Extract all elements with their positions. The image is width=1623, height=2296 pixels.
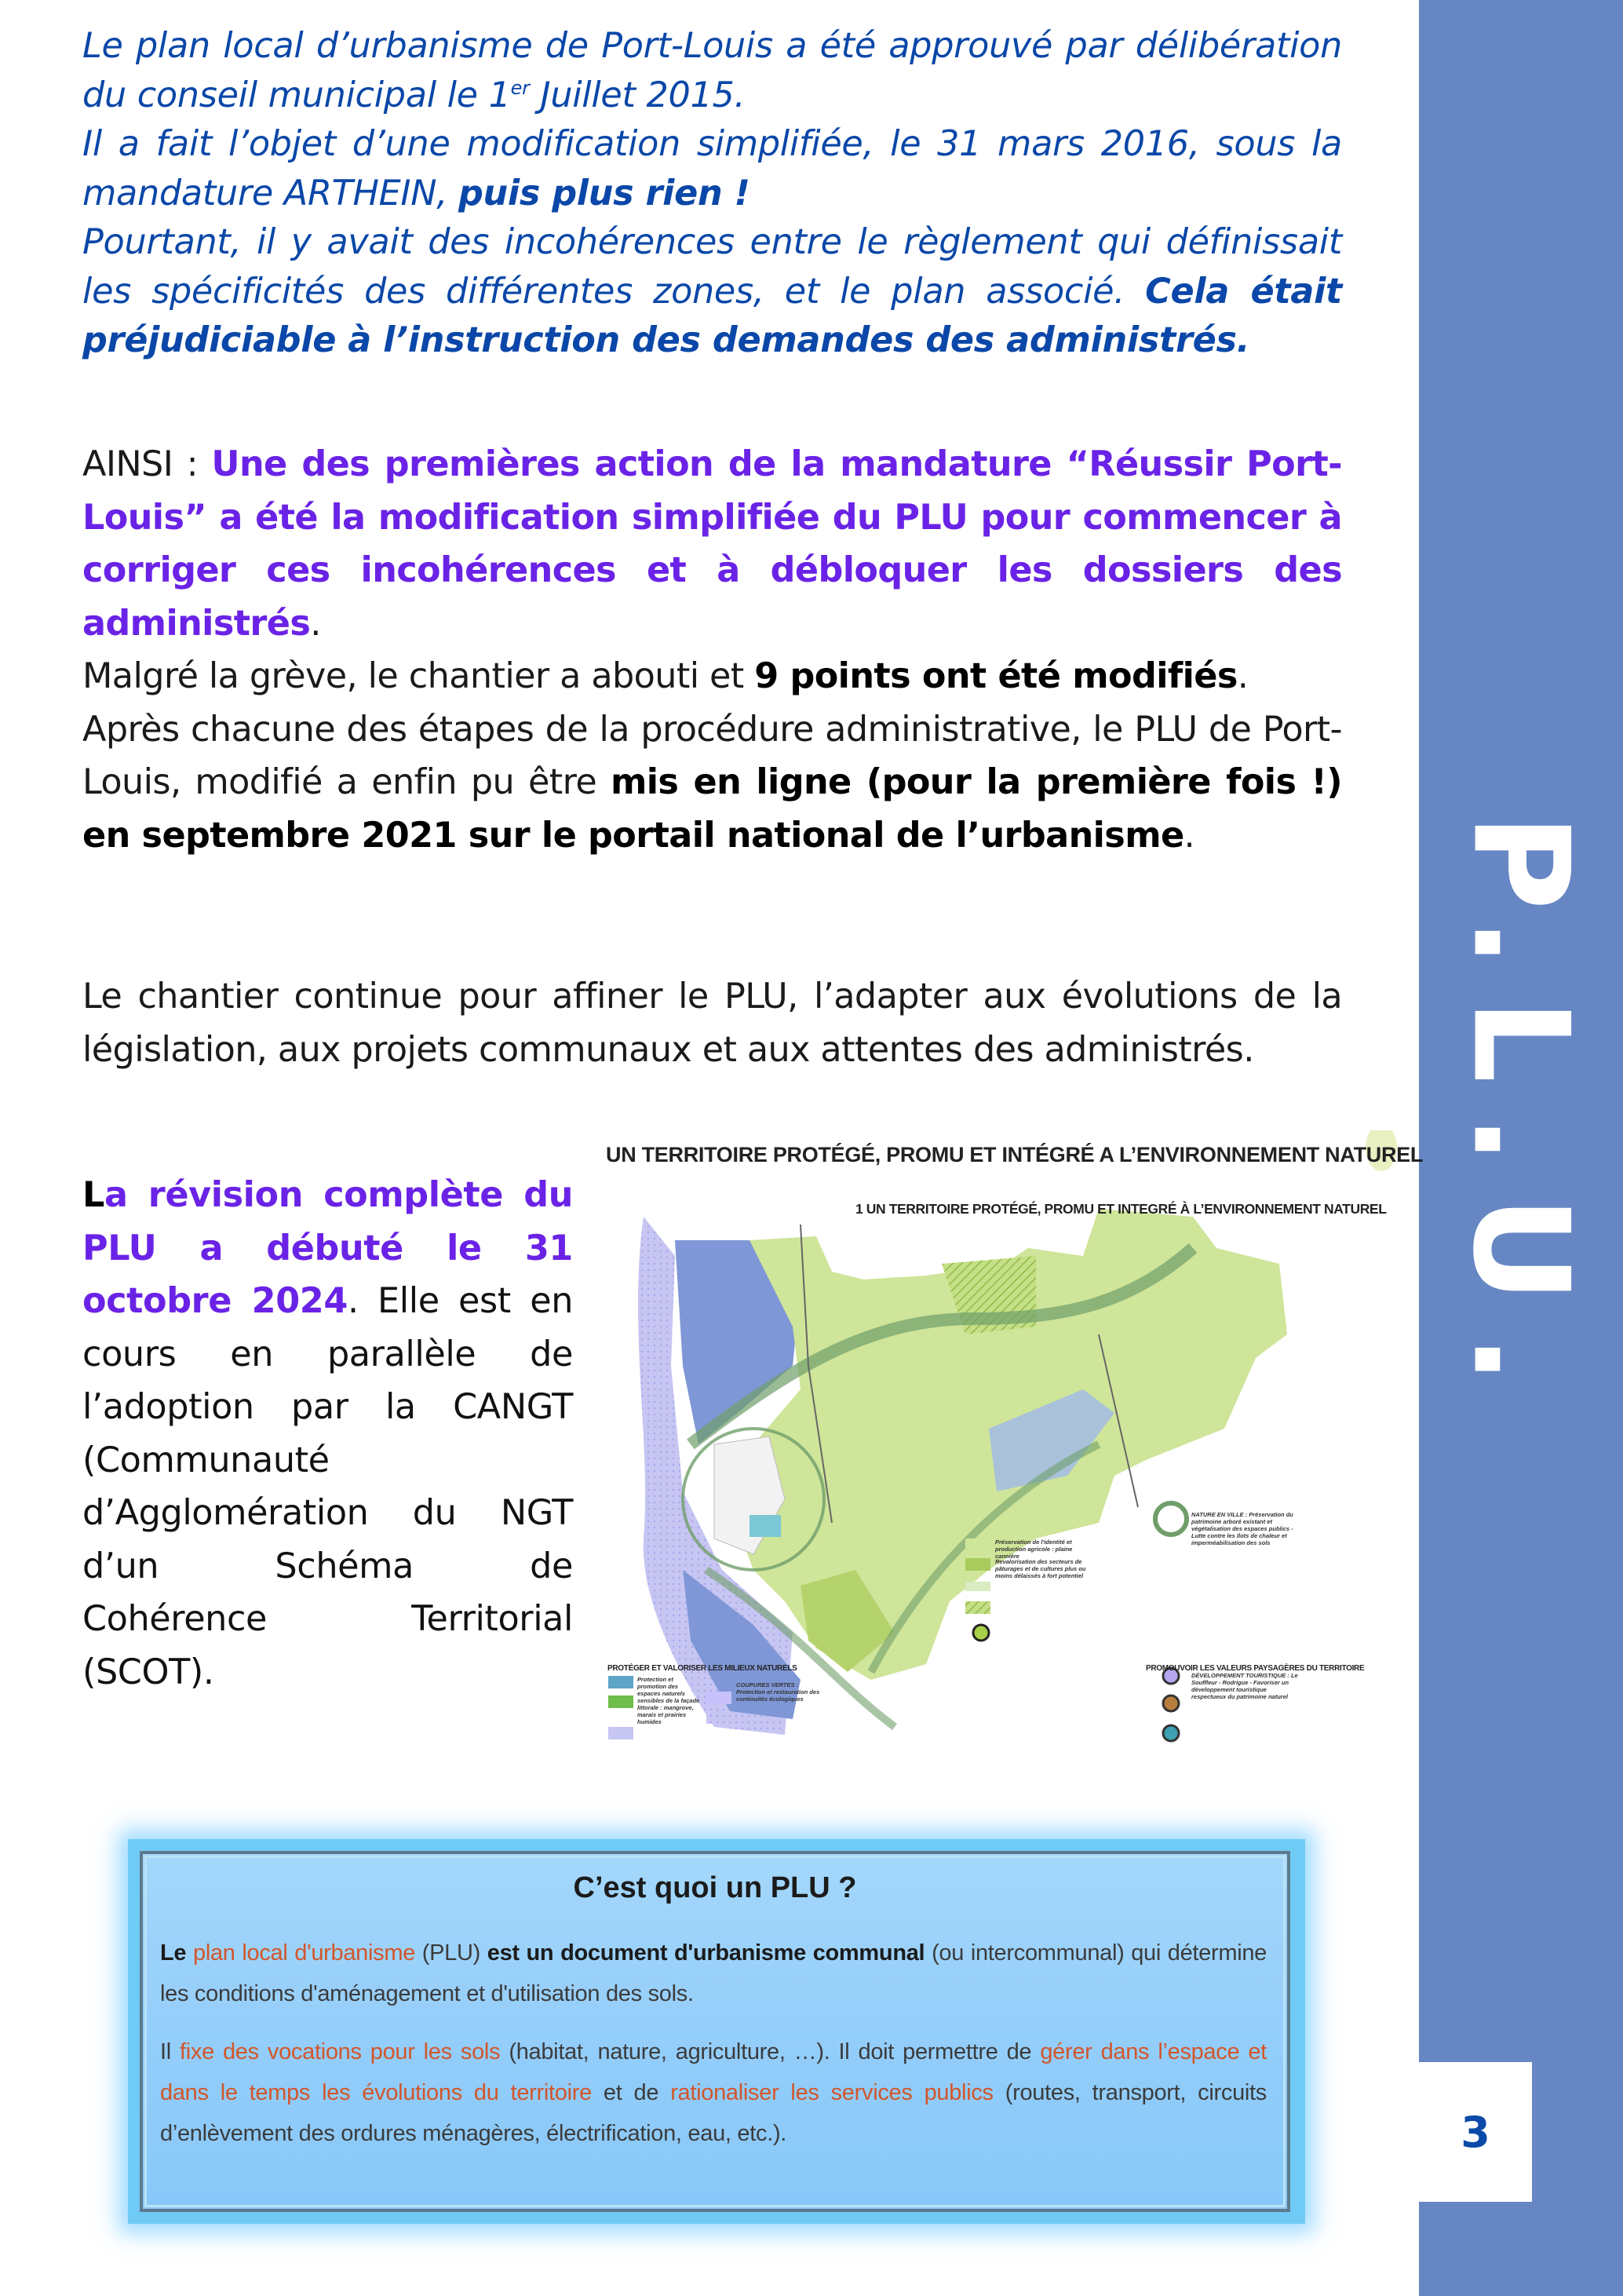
info-text: (habitat, nature, agriculture, …). Il doit permettre de	[500, 2039, 1041, 2064]
ainsi-label: AINSI :	[82, 444, 212, 484]
legend-item: COUPURES VERTES : Protection et restauration des continuités écologiques	[736, 1681, 820, 1703]
revision-text: . Elle est en	[347, 1281, 573, 1321]
revision-highlight: octobre 2024	[82, 1281, 348, 1321]
punctuation: .	[1184, 815, 1195, 856]
sidebar-title-text: P.L.U.	[1444, 813, 1598, 1416]
page-number-box	[1419, 2062, 1532, 2202]
drop-letter: L	[82, 1175, 104, 1215]
sidebar-title	[1444, 738, 1598, 1491]
info-paragraph-2	[160, 2031, 1267, 2154]
intro-emphasis-2: Cela était préjudiciable à l’instruction des demandes des administrés.	[82, 271, 1343, 360]
legend-item: Protection et promotion des espaces naturels sensibles de la façade littorale : mangrove, marais et prairies humides	[637, 1676, 700, 1725]
info-text: Il	[160, 2039, 180, 2064]
intro-text-3: Pourtant, il y avait des incohérences entre le règlement qui définissait les spécificités des différentes zones, et le plan associé.	[82, 222, 1342, 312]
revision-line	[82, 1275, 573, 1328]
intro-paragraph	[82, 22, 1342, 366]
revision-line: d’un Schéma de	[82, 1546, 573, 1586]
revision-line: Cohérence Territorial	[82, 1599, 573, 1639]
info-text: (routes, transport, circuits d’enlèvement des ordures ménagères, électrification, eau, etc.).	[160, 2080, 1267, 2146]
punctuation: .	[1237, 656, 1249, 696]
info-text: Le	[160, 1940, 193, 1966]
info-box-plu	[140, 1851, 1290, 2212]
revision-paragraph	[82, 1169, 573, 1699]
info-highlight: fixe des vocations pour les sols	[179, 2039, 501, 2064]
ainsi-highlight: Une des premières action de la mandature “Réussir Port-Louis” a été la modification simplifiée du PLU pour commencer à corriger ces incohérences et à débloquer les dossiers des administrés	[82, 444, 1342, 644]
greve-text: Malgré la grève, le chantier a abouti et	[82, 656, 755, 696]
info-text: (ou intercommunal) qui détermine les conditions d'aménagement et d'utilisation des sols.	[160, 1940, 1267, 2006]
revision-line: l’adoption par la CANGT	[82, 1387, 573, 1427]
apres-bold: mis en ligne (pour la première fois !) en septembre 2021 sur le portail national de l’urbanisme	[82, 762, 1342, 856]
legend-item: Préservation de l'identité et production agricole : plaine cannière	[995, 1539, 1073, 1560]
intro-text-1: Le plan local d’urbanisme de Port-Louis a été approuvé par délibération du conseil municipal le 1	[82, 26, 1342, 115]
revision-line: cours en parallèle de	[82, 1334, 573, 1374]
revision-line: d’Agglomération du NGT	[82, 1493, 573, 1533]
intro-text-1-end: Juillet 2015.	[529, 75, 746, 115]
revision-line: (SCOT).	[82, 1652, 214, 1692]
info-paragraph-1	[160, 1933, 1267, 2014]
revision-line: (Communauté	[82, 1440, 330, 1480]
superscript-er: er	[510, 76, 530, 99]
legend-heading-natural: PROTÉGER ET VALORISER LES MILIEUX NATURELS	[607, 1664, 797, 1673]
info-highlight: plan local d'urbanisme	[193, 1940, 416, 1966]
legend-item: DÉVELOPPEMENT TOURISTIQUE : Le Souffleur - Rodrigue - Favoriser un développement touristique respectueux du patrimoine naturel	[1191, 1672, 1298, 1700]
territory-map-figure	[596, 1130, 1424, 1750]
main-paragraph	[82, 438, 1342, 862]
revision-line	[82, 1169, 573, 1222]
info-bold: est un document d'urbanisme communal	[487, 1940, 925, 1966]
legend-item: Revalorisation des secteurs de pâturages et de cultures plus ou moins délaissés à fort potentiel	[995, 1558, 1086, 1579]
apres-text: Après chacune des étapes de la procédure administrative, le PLU de Port-Louis, modifié a enfin pu être	[82, 709, 1342, 802]
territory-map-image	[596, 1130, 1397, 1750]
intro-emphasis-1: puis plus rien !	[458, 173, 750, 214]
info-highlight: rationaliser les services publics	[670, 2080, 994, 2105]
legend-heading-paysage: PROMOUVOIR LES VALEURS PAYSAGÈRES DU TERRITOIRE	[1146, 1664, 1365, 1673]
info-text: et de	[591, 2080, 671, 2105]
info-highlight: gérer dans l’espace et dans le temps les évolutions du territoire	[160, 2039, 1267, 2105]
punctuation: .	[310, 603, 321, 644]
info-box-title: C’est quoi un PLU ?	[573, 1871, 857, 1904]
greve-bold: 9 points ont été modifiés	[754, 656, 1238, 696]
info-text: (PLU)	[415, 1940, 487, 1966]
chantier-paragraph: Le chantier continue pour affiner le PLU, l’adapter aux évolutions de la législation, aux projets communaux et aux attentes des administrés.	[82, 976, 1342, 1070]
intro-text-2: Il a fait l’objet d’une modification simplifiée, le 31 mars 2016, sous la mandature ARTHEIN,	[82, 124, 1342, 214]
map-title: UN TERRITOIRE PROTÉGÉ, PROMU ET INTÉGRÉ A L’ENVIRONNEMENT NATUREL	[606, 1143, 1424, 1166]
revision-line: PLU a débuté le 31	[82, 1228, 573, 1268]
page-number: 3	[1461, 2107, 1490, 2157]
legend-item: NATURE EN VILLE : Préservation du patrimoine arboré existant et végétalisation des espaces publics - Lutte contre les îlots de chaleur et imperméabilisation des sols	[1191, 1511, 1293, 1546]
map-subtitle: 1 UN TERRITOIRE PROTÉGÉ, PROMU ET INTEGRÉ À L’ENVIRONNEMENT NATUREL	[855, 1201, 1387, 1217]
revision-highlight: a révision complète du	[104, 1175, 573, 1215]
